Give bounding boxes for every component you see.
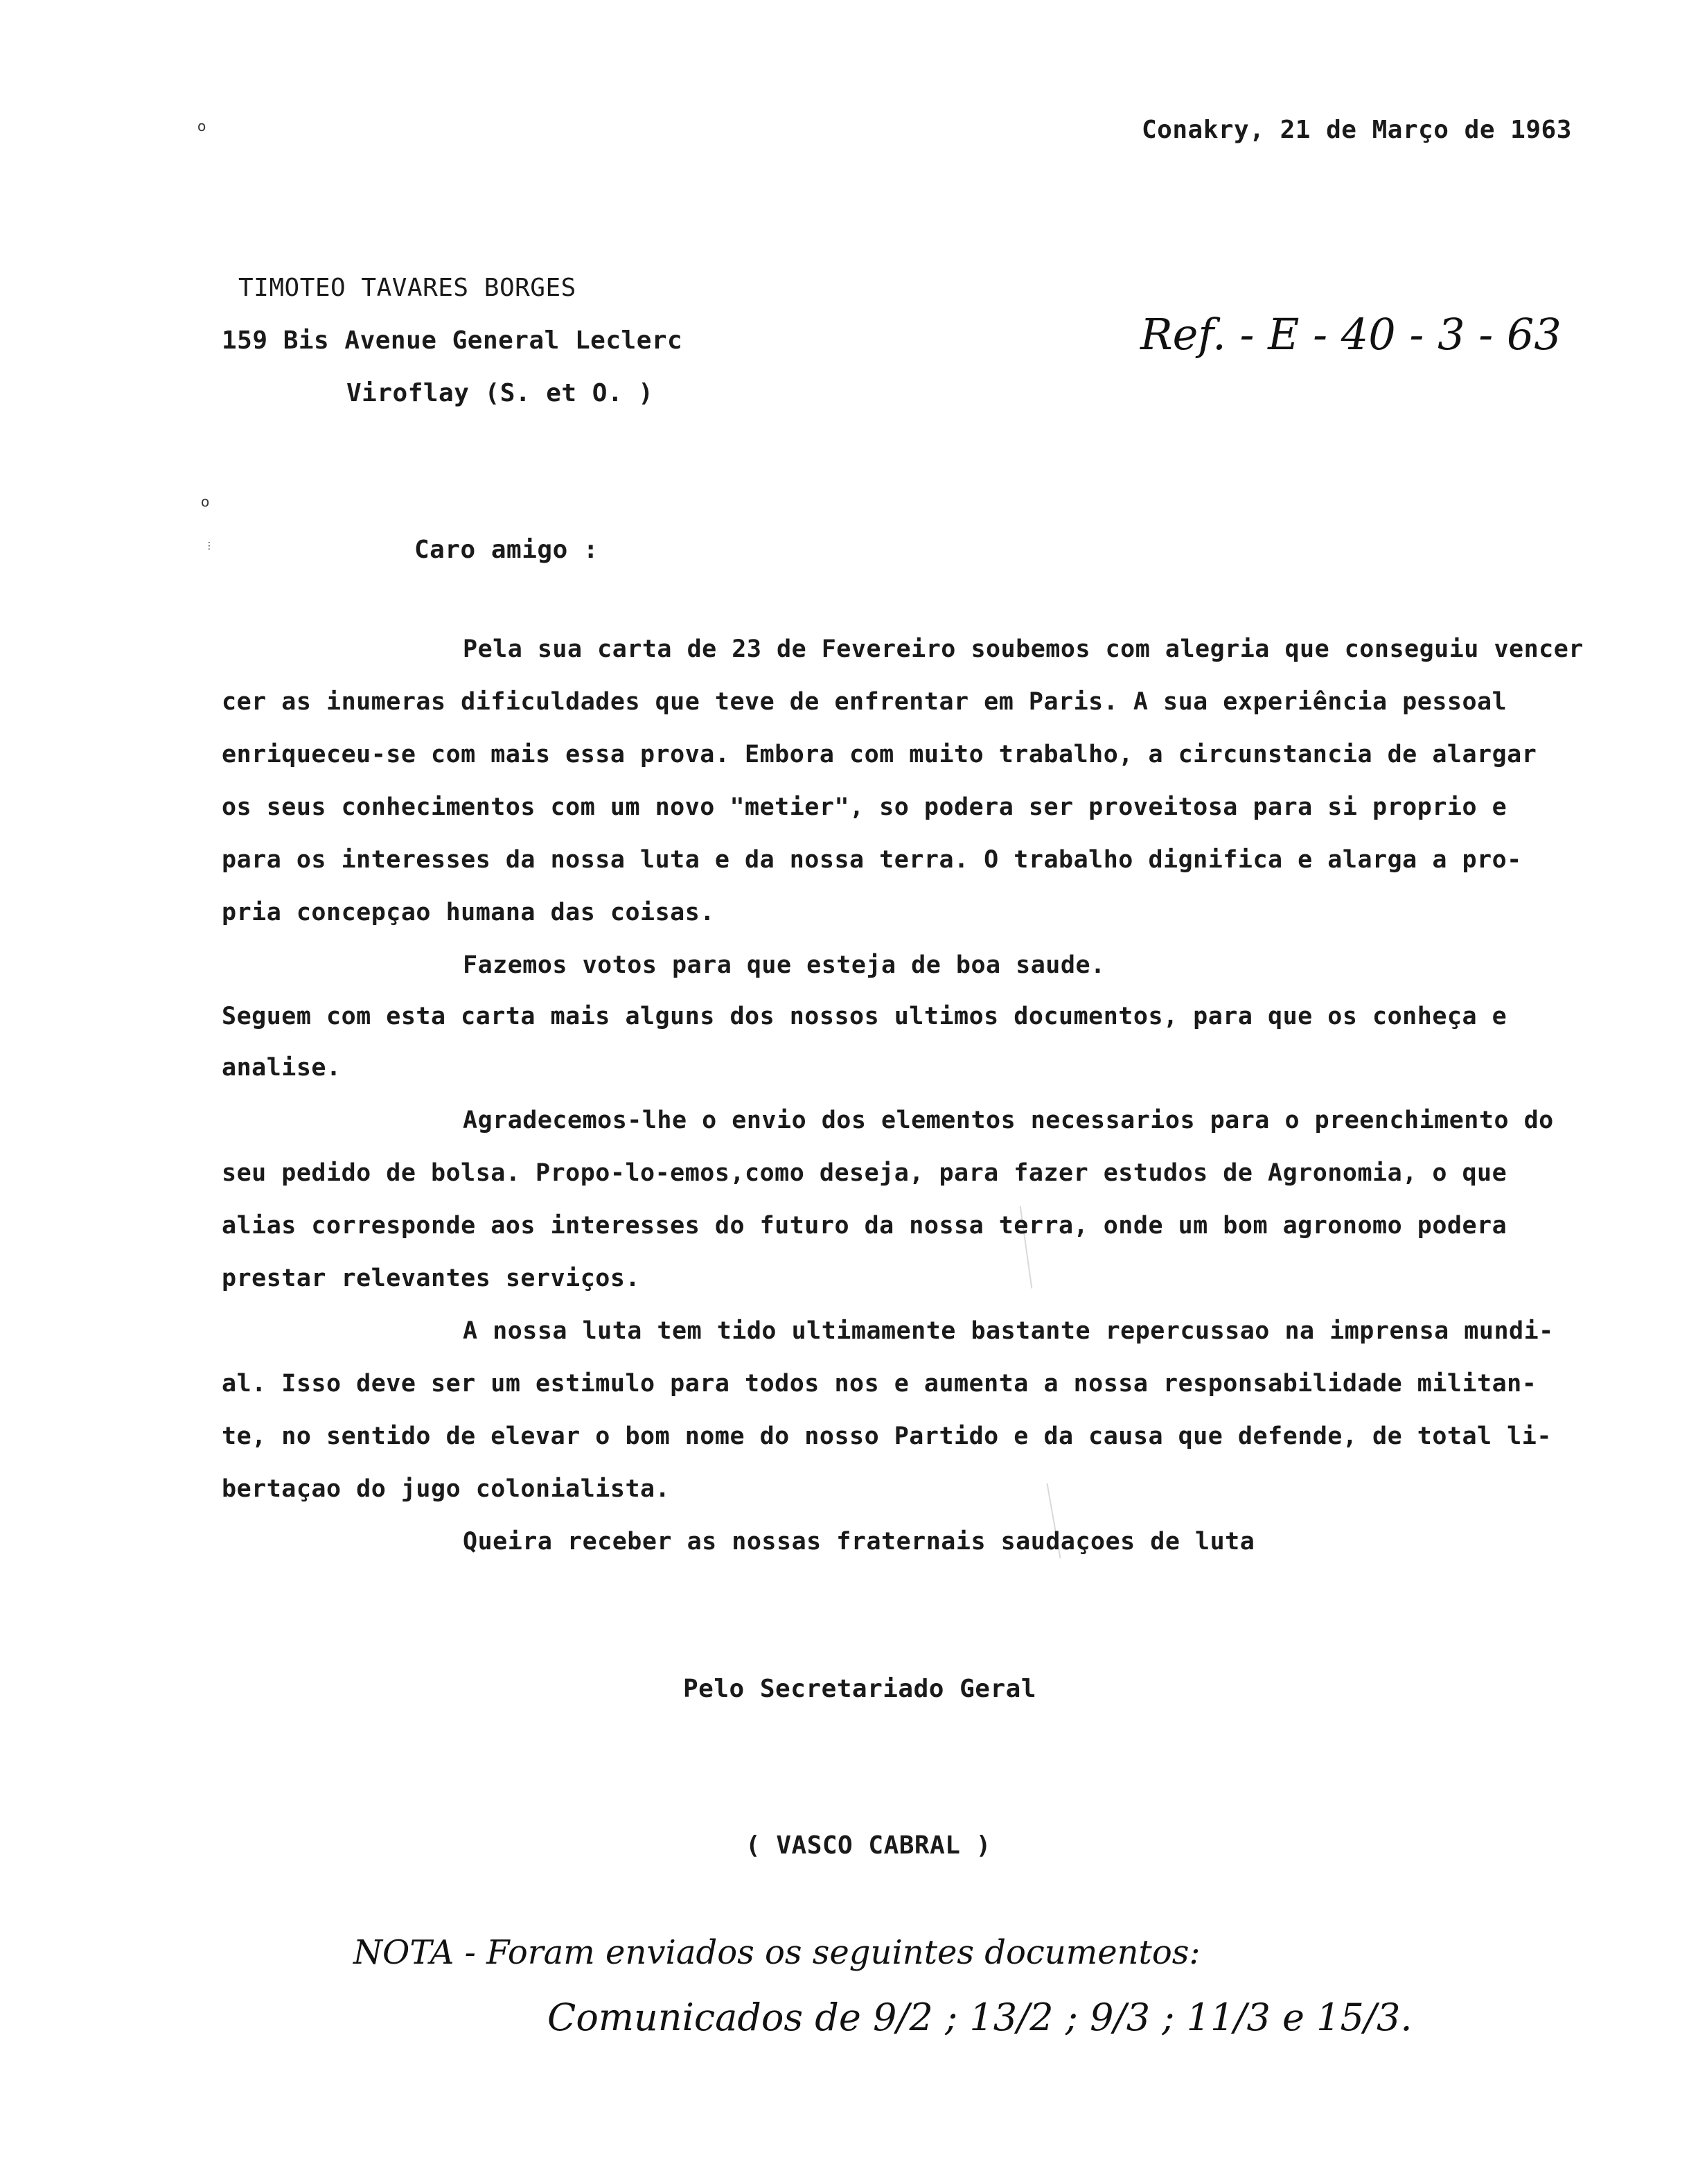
body-line: Fazemos votos para que esteja de boa saude. bbox=[463, 951, 1106, 979]
body-line: Queira receber as nossas fraternais saudaçoes de luta bbox=[463, 1528, 1255, 1556]
body-line: prestar relevantes serviços. bbox=[222, 1265, 641, 1292]
body-line: Seguem com esta carta mais alguns dos nossos ultimos documentos, para que os conheça e bbox=[222, 1003, 1507, 1030]
body-line: enriqueceu-se com mais essa prova. Embora com muito trabalho, a circunstancia de alargar bbox=[222, 741, 1537, 768]
reference-number: Ref. - E - 40 - 3 - 63 bbox=[1140, 309, 1562, 360]
closing: Pelo Secretariado Geral bbox=[683, 1675, 1036, 1703]
scan-speck: ⋮ bbox=[204, 540, 214, 552]
body-line: te, no sentido de elevar o bom nome do nosso Partido e da causa que defende, de total li- bbox=[222, 1423, 1552, 1450]
body-line: A nossa luta tem tido ultimamente bastante repercussao na imprensa mundi- bbox=[463, 1317, 1554, 1345]
body-line: os seus conhecimentos com um novo "metier", so podera ser proveitosa para si proprio e bbox=[222, 793, 1507, 821]
addressee-street: 159 Bis Avenue General Leclerc bbox=[222, 326, 683, 355]
body-line: alias corresponde aos interesses do futuro da nossa terra, onde um bom agronomo podera bbox=[222, 1212, 1507, 1240]
salutation: Caro amigo : bbox=[414, 536, 599, 564]
addressee-city: Viroflay (S. et O. ) bbox=[346, 379, 654, 407]
body-line: bertaçao do jugo colonialista. bbox=[222, 1475, 671, 1503]
body-line: analise. bbox=[222, 1054, 342, 1082]
body-line: Pela sua carta de 23 de Fevereiro soubemos com alegria que conseguiu vencer bbox=[463, 635, 1584, 663]
addressee-name: TIMOTEO TAVARES BORGES bbox=[238, 274, 576, 302]
body-line: seu pedido de bolsa. Propo-lo-emos,como deseja, para fazer estudos de Agronomia, o que bbox=[222, 1159, 1507, 1187]
body-line: pria concepçao humana das coisas. bbox=[222, 899, 715, 926]
body-line: para os interesses da nossa luta e da nossa terra. O trabalho dignifica e alarga a pro- bbox=[222, 846, 1522, 874]
body-line: al. Isso deve ser um estimulo para todos nos e aumenta a nossa responsabilidade militan- bbox=[222, 1370, 1537, 1398]
body-line: cer as inumeras dificuldades que teve de enfrentar em Paris. A sua experiência pessoal bbox=[222, 688, 1507, 716]
scan-speck: o bbox=[197, 118, 206, 134]
scan-speck: o bbox=[201, 493, 210, 510]
handwritten-note-line2: Comunicados de 9/2 ; 13/2 ; 9/3 ; 11/3 e 15/3. bbox=[547, 1996, 1413, 2039]
body-line: Agradecemos-lhe o envio dos elementos necessarios para o preenchimento do bbox=[463, 1107, 1554, 1134]
handwritten-note-line1: NOTA - Foram enviados os seguintes documentos: bbox=[353, 1933, 1201, 1972]
date-line: Conakry, 21 de Março de 1963 bbox=[1142, 116, 1572, 144]
signatory: ( VASCO CABRAL ) bbox=[745, 1831, 991, 1860]
